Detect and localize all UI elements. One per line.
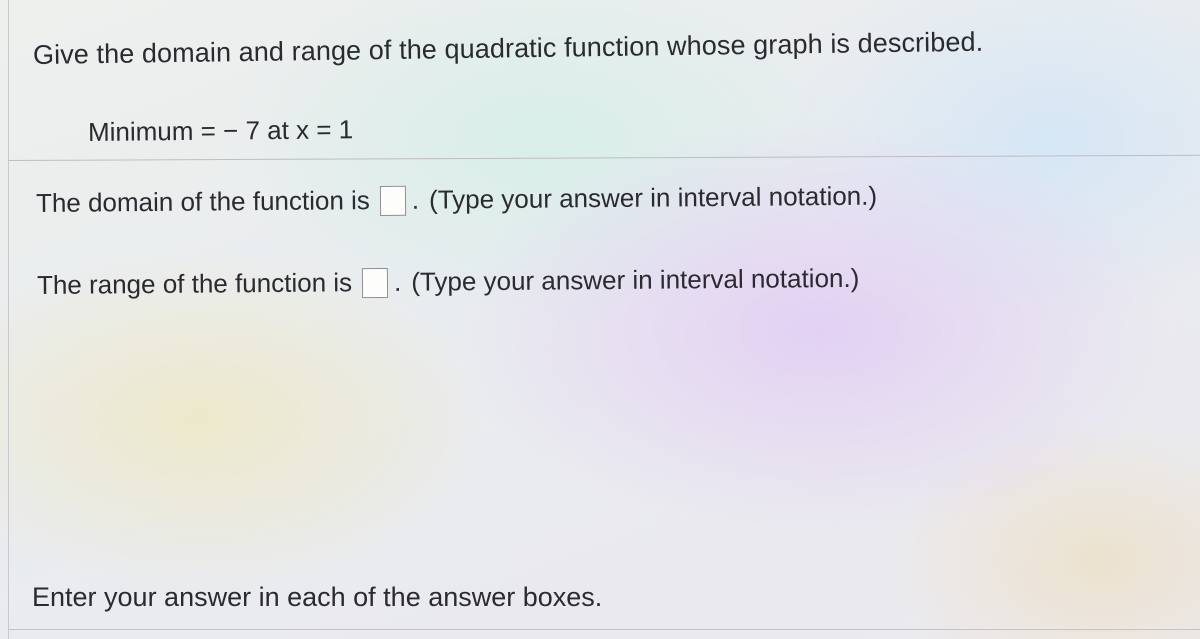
domain-period: . bbox=[411, 184, 420, 215]
domain-label: The domain of the function is bbox=[35, 185, 370, 218]
left-border bbox=[8, 0, 9, 639]
range-row bbox=[37, 263, 860, 301]
domain-hint: (Type your answer in interval notation.) bbox=[428, 180, 878, 215]
section-divider bbox=[8, 155, 1200, 161]
range-answer-box[interactable] bbox=[362, 267, 388, 297]
domain-row bbox=[36, 181, 877, 219]
footer-instruction: Enter your answer in each of the answer boxes. bbox=[32, 582, 603, 612]
range-period: . bbox=[393, 266, 402, 297]
question-given: Minimum = − 7 at x = 1 bbox=[87, 114, 354, 147]
domain-answer-box[interactable] bbox=[380, 185, 406, 215]
question-prompt: Give the domain and range of the quadratic function whose graph is described. bbox=[32, 26, 984, 70]
footer-divider bbox=[8, 629, 1200, 630]
range-label: The range of the function is bbox=[36, 267, 353, 300]
range-hint: (Type your answer in interval notation.) bbox=[411, 262, 860, 297]
